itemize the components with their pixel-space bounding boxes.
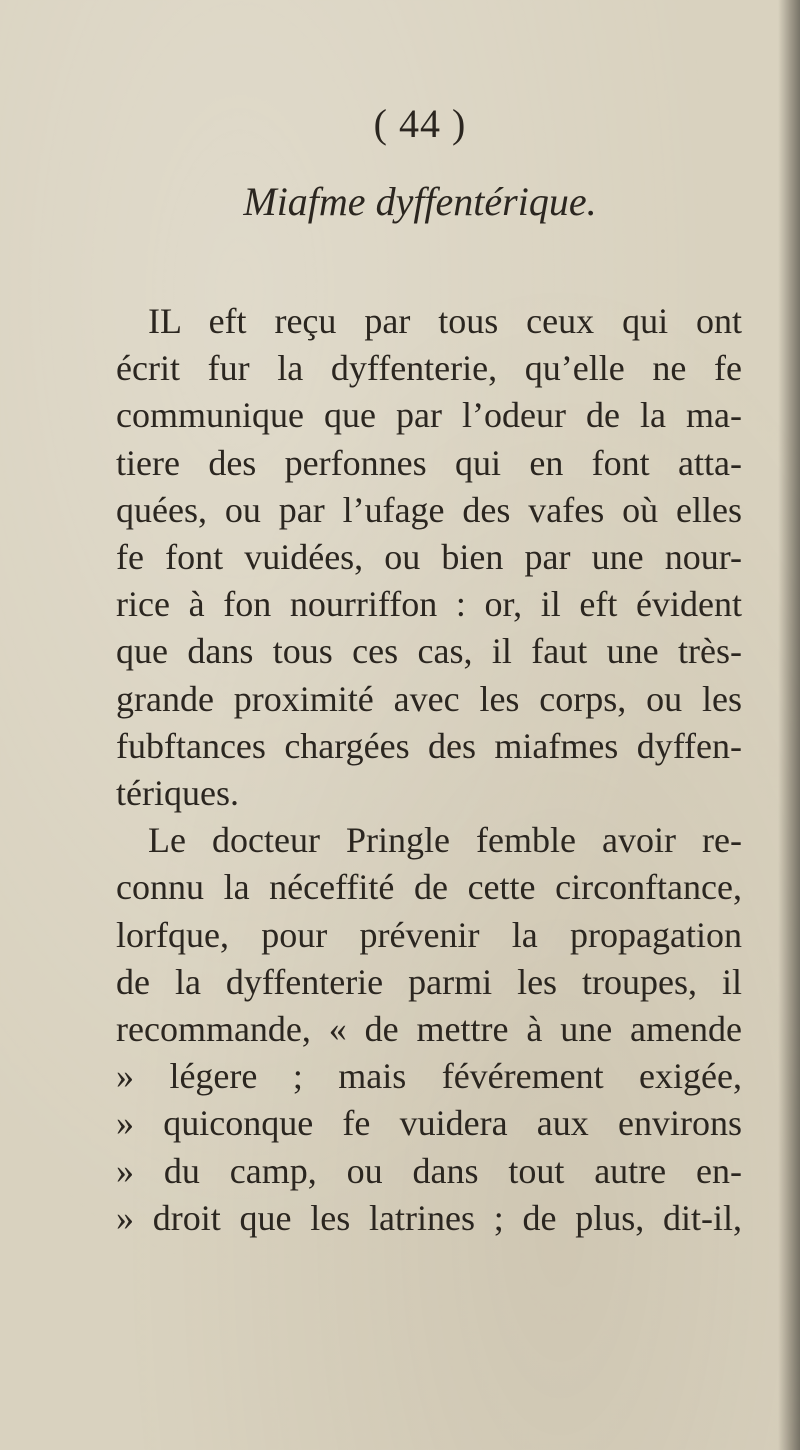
text-line: rice à fon nourriffon : or, il eft évident [116, 584, 742, 625]
text-line: » quiconque fe vuidera aux environs [116, 1103, 742, 1144]
text-line: Le docteur Pringle femble avoir re- [148, 820, 742, 861]
text-line: grande proximité avec les corps, ou les [116, 678, 742, 719]
text-line: lorfque, pour prévenir la propagation [116, 914, 742, 955]
text-line: » droit que les latrines ; de plus, dit-il, [116, 1197, 742, 1238]
text-line: recommande, « de mettre à une amende [116, 1009, 742, 1050]
text-line: quées, ou par l’ufage des vafes où elles [116, 489, 742, 530]
text-line: fubftances chargées des miafmes dyffen- [116, 725, 742, 766]
text-line: que dans tous ces cas, il faut une très- [116, 631, 742, 672]
section-title: Miafme dyffentérique. [243, 179, 597, 224]
body-text [116, 298, 742, 1242]
text-line: tiere des perfonnes qui en font atta- [116, 442, 742, 483]
text-line: IL eft reçu par tous ceux qui ont [148, 301, 742, 341]
text-line: » du camp, ou dans tout autre en- [116, 1150, 742, 1191]
text-line: de la dyffenterie parmi les troupes, il [116, 961, 742, 1002]
paragraph-2 [116, 817, 742, 1242]
text-line: écrit fur la dyffenterie, qu’elle ne fe [116, 348, 742, 389]
text-line: communique que par l’odeur de la ma- [116, 395, 742, 436]
text-line: tériques. [116, 773, 239, 814]
text-line: » légere ; mais févérement exigée, [116, 1056, 742, 1097]
text-line: connu la néceffité de cette circonftance, [116, 867, 742, 908]
page-number: ( 44 ) [373, 101, 467, 146]
text-line: fe font vuidées, ou bien par une nour- [116, 537, 742, 578]
paragraph-1 [116, 298, 742, 817]
